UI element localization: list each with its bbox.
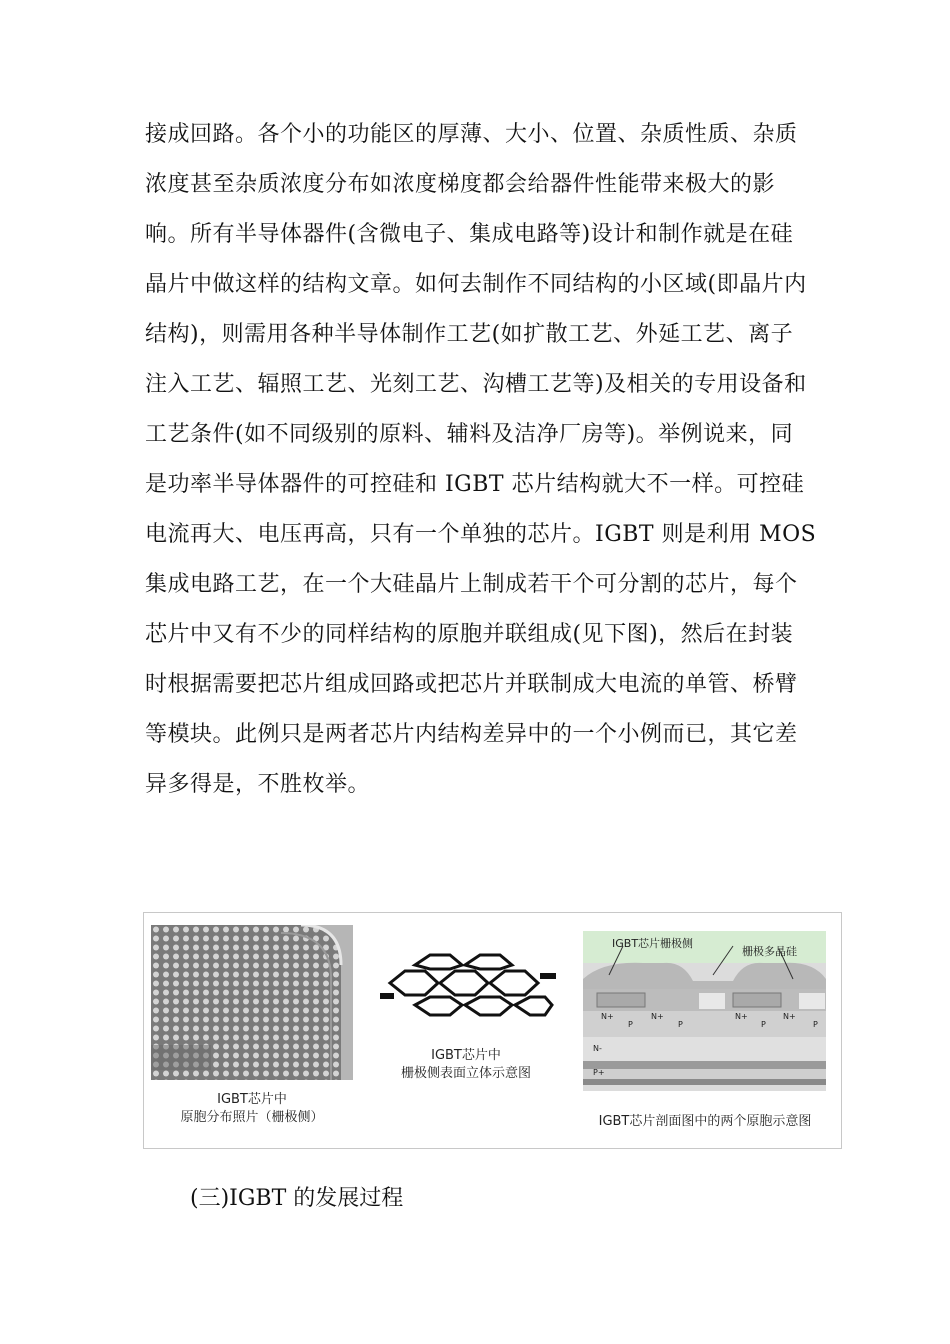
paragraph-line: 注入工艺、辐照工艺、光刻工艺、沟槽工艺等)及相关的专用设备和 xyxy=(145,372,807,397)
cell-distribution-photo xyxy=(151,925,353,1080)
section-label-top: IGBT芯片栅极侧 xyxy=(612,937,694,950)
paragraph-line: 接成回路。各个小的功能区的厚薄、大小、位置、杂质性质、杂质 xyxy=(145,122,798,147)
paragraph-line: 集成电路工艺，在一个大硅晶片上制成若干个可分割的芯片，每个 xyxy=(145,572,798,597)
paragraph-line: 芯片中又有不少的同样结构的原胞并联组成(见下图)，然后在封装 xyxy=(145,622,794,647)
figure xyxy=(143,912,842,1149)
paragraph-line: 异多得是，不胜枚举。 xyxy=(145,772,371,797)
region-label: P xyxy=(628,1020,633,1029)
region-label: P xyxy=(813,1020,818,1029)
region-label: P xyxy=(678,1020,683,1029)
region-label: N+ xyxy=(735,1012,748,1021)
hexagon-surface-sketch xyxy=(380,953,556,1025)
paragraph-line: 是功率半导体器件的可控硅和 IGBT 芯片结构就大不一样。可控硅 xyxy=(145,472,805,497)
paragraph-line: 浓度甚至杂质浓度分布如浓度梯度都会给器件性能带来极大的影 xyxy=(145,172,776,197)
section-heading: (三)IGBT 的发展过程 xyxy=(190,1186,404,1211)
paragraph-line: 工艺条件(如不同级别的原料、辅料及洁净厂房等)。举例说来，同 xyxy=(145,422,794,447)
region-label: P xyxy=(761,1020,766,1029)
photo-caption-line: IGBT芯片中 xyxy=(217,1092,287,1107)
surface-caption xyxy=(376,1047,556,1083)
region-label: N+ xyxy=(783,1012,796,1021)
photo-caption xyxy=(152,1091,352,1127)
photo-caption-line: 原胞分布照片（栅极侧） xyxy=(180,1110,324,1125)
region-label: P+ xyxy=(593,1068,605,1077)
paragraph-line: 响。所有半导体器件(含微电子、集成电路等)设计和制作就是在硅 xyxy=(145,222,794,247)
section-label-poly: 栅极多晶硅 xyxy=(742,945,797,958)
section-caption: IGBT芯片剖面图中的两个原胞示意图 xyxy=(598,1114,812,1129)
surface-caption-line: 栅极侧表面立体示意图 xyxy=(400,1066,531,1081)
paragraph-line: 等模块。此例只是两者芯片内结构差异中的一个小例而已，其它差 xyxy=(145,722,798,747)
surface-caption-line: IGBT芯片中 xyxy=(431,1048,501,1063)
paragraph-line: 时根据需要把芯片组成回路或把芯片并联制成大电流的单管、桥臂 xyxy=(145,672,798,697)
paragraph-line: 电流再大、电压再高，只有一个单独的芯片。IGBT 则是利用 MOS xyxy=(145,522,817,547)
paragraph-line: 结构)，则需用各种半导体制作工艺(如扩散工艺、外延工艺、离子 xyxy=(145,322,794,347)
paragraph-line: 晶片中做这样的结构文章。如何去制作不同结构的小区域(即晶片内 xyxy=(145,272,807,297)
region-label: N- xyxy=(593,1044,602,1053)
region-label: N+ xyxy=(601,1012,614,1021)
region-label: N+ xyxy=(651,1012,664,1021)
